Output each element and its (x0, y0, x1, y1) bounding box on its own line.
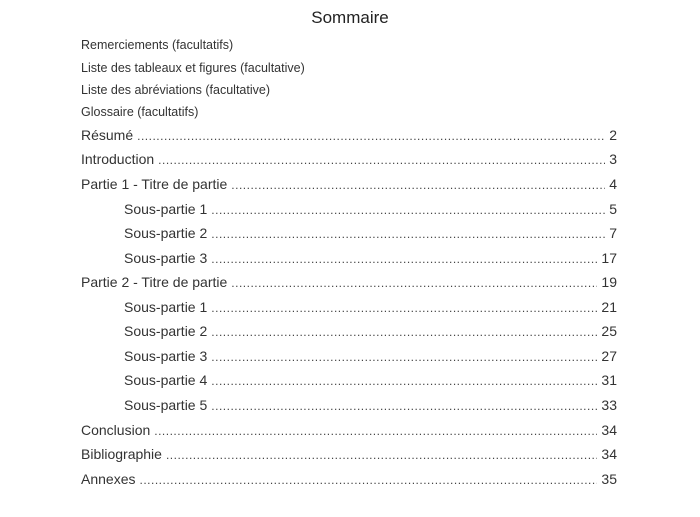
toc-subentry (124, 372, 617, 392)
toc-page-number: 34 (601, 446, 617, 462)
toc-entry-label: Sous-partie 1 (124, 299, 208, 315)
dot-leader (231, 178, 605, 192)
toc-entry-label: Sous-partie 1 (124, 201, 208, 217)
toc-page-number: 7 (609, 225, 617, 241)
dot-leader (211, 374, 597, 388)
toc-page-number: 33 (601, 397, 617, 413)
toc-page-number: 2 (609, 127, 617, 143)
optional-entry-glossary: Glossaire (facultatifs) (81, 105, 199, 119)
dot-leader (166, 448, 597, 462)
toc-entry (81, 127, 617, 147)
toc-entry-label: Bibliographie (81, 446, 162, 462)
optional-entry-abbreviations: Liste des abréviations (facultative) (81, 83, 270, 97)
dot-leader (154, 424, 597, 438)
toc-page-number: 17 (601, 250, 617, 266)
toc-entry-label: Introduction (81, 151, 155, 167)
toc-page-number: 31 (601, 372, 617, 388)
dot-leader (211, 399, 597, 413)
dot-leader (211, 301, 597, 315)
toc-subentry (124, 348, 617, 368)
toc-subentry (124, 323, 617, 343)
toc-entry-label: Sous-partie 4 (124, 372, 208, 388)
toc-entry-label: Partie 2 - Titre de partie (81, 274, 228, 290)
toc-entry (81, 471, 617, 491)
toc-page-number: 4 (609, 176, 617, 192)
toc-entry (81, 274, 617, 294)
dot-leader (137, 129, 605, 143)
optional-entry-list-of-tables: Liste des tableaux et figures (facultative) (81, 61, 305, 75)
dot-leader (211, 203, 605, 217)
toc-subentry (124, 250, 617, 270)
toc-entry-label: Sous-partie 3 (124, 348, 208, 364)
toc-subentry (124, 201, 617, 221)
toc-entry-label: Conclusion (81, 422, 151, 438)
optional-entry-acknowledgements: Remerciements (facultatifs) (81, 38, 234, 52)
dot-leader (211, 325, 597, 339)
toc-entry-label: Sous-partie 3 (124, 250, 208, 266)
toc-page-number: 25 (601, 323, 617, 339)
toc-subentry (124, 299, 617, 319)
toc-entry-label: Annexes (81, 471, 136, 487)
dot-leader (158, 153, 605, 167)
dot-leader (211, 252, 597, 266)
dot-leader (211, 227, 605, 241)
toc-entry (81, 422, 617, 442)
toc-page-number: 3 (609, 151, 617, 167)
toc-entry-label: Sous-partie 2 (124, 225, 208, 241)
toc-entry (81, 446, 617, 466)
toc-page-number: 5 (609, 201, 617, 217)
toc-page-number: 21 (601, 299, 617, 315)
toc-entry-label: Sous-partie 2 (124, 323, 208, 339)
toc-entry-label: Sous-partie 5 (124, 397, 208, 413)
toc-page-number: 35 (601, 471, 617, 487)
toc-entry (81, 151, 617, 171)
dot-leader (211, 350, 597, 364)
toc-subentry (124, 397, 617, 417)
dot-leader (231, 276, 597, 290)
toc-page-number: 27 (601, 348, 617, 364)
toc-subentry (124, 225, 617, 245)
toc-page-number: 19 (601, 274, 617, 290)
toc-entry-label: Résumé (81, 127, 134, 143)
toc-page-number: 34 (601, 422, 617, 438)
toc-entry-label: Partie 1 - Titre de partie (81, 176, 228, 192)
toc-entry (81, 176, 617, 196)
dot-leader (139, 473, 597, 487)
page-title: Sommaire (311, 8, 389, 27)
